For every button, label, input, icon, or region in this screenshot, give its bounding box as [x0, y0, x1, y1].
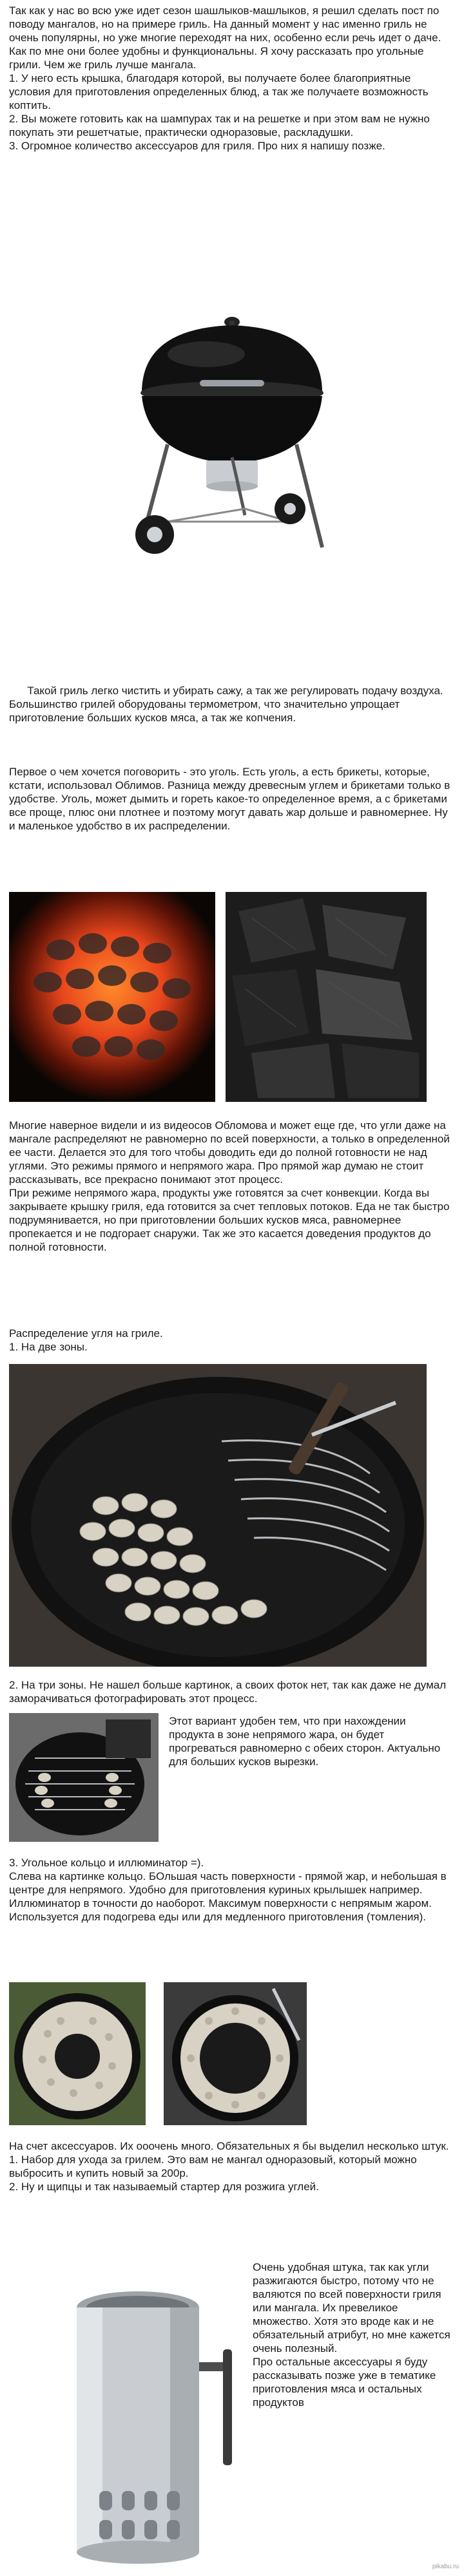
heat-modes-paragraph: Многие наверное видели и из видеосов Обломова и может еще где, что угли даже на мангале распределяют не равномерно по всей поверхности, а только в определенной ее части. Делается это для того чтобы доводить еди до полной готовности не над углями. Это режимы прямого и непрямого жара. Про прямой жар думаю не стоит рассказывать, все прекрасно понимают этот процесс. При режиме непрямого жара, продукты уже готовятся за счет конвекции. Когда вы закрываете крышку гриля, еда готовится за счет тепловых потоков. Еда не так быстро подрумянивается, но при приготовлении больших кусков мяса, равномернее пропекается и не подгорает снаружи. Так же это касается доведения продуктов до полной готовности.: [9, 1119, 450, 1253]
three-zones-paragraph: 2. На три зоны. Не нашел больше картинок, а своих фоток нет, так как даже не думал заморачиваться фотографировать этот процесс.: [9, 1679, 449, 1705]
cleaning-paragraph: Такой гриль легко чистить и убирать сажу, а так же регулировать подачу воздуха. Большинство грилей оборудованы термометром, что значительно упрощает приготовление больших кусков мяса, а так же копчения.: [9, 685, 447, 724]
coal-paragraph: Первое о чем хочется поговорить - это уголь. Есть уголь, а есть брикеты, которые, кстати, использовал Облимов. Разница между древесным углем и брикетами только в удобстве. Уголь, может дымить и гореть какое-то определенное время, а с брикетами все проще, плюс они плотнее и поэтому могут давать жар дольше и равномернее. Ну и маленькое удобство в их распределении.: [9, 766, 454, 832]
charcoal-illuminator-photo: [164, 1982, 307, 2125]
kettle-grill-photo: [97, 264, 367, 560]
distribution-heading: Распределение угля на гриле. 1. На две зоны.: [9, 1327, 163, 1353]
lump-charcoal-photo: [226, 892, 427, 1102]
charcoal-ring-photo: [9, 1982, 146, 2125]
watermark-label: pikabu.ru: [432, 2563, 459, 2570]
two-zone-grill-photo: [9, 1364, 427, 1667]
three-zone-grill-photo: [9, 1713, 159, 1842]
accessories-paragraph: На счет аксессуаров. Их ооочень много. Обязательных я бы выделил несколько штук. 1. Набор для ухода за грилем. Это вам не мангал одноразовый, который можно выбросить и купить новый за 200р. 2. Ну и щипцы и так называемый стартер для розжига углей.: [9, 2140, 449, 2193]
glowing-briquettes-photo: [9, 892, 215, 1102]
three-zones-side-text: Этот вариант удобен тем, что при нахождении продукта в зоне непрямого жара, он будет прогреваться равномерно с обеих сторон. Актуально для больших кусков вырезки.: [169, 1715, 443, 1768]
chimney-starter-photo: [41, 2259, 235, 2568]
ring-illuminator-paragraph: 3. Угольное кольцо и иллюминатор =). Слева на картинке кольцо. БОльшая часть поверхности - прямой жар, и небольшая в центре для непрямого. Удобно для приготовления куриных крылышек например. Иллюминатор в точности до наоборот. Максимум поверхности с непрямым жаром. Используется для подогрева еды или для медленного приготовления (томления).: [9, 1857, 447, 1923]
intro-text: Так как у нас во всю уже идет сезон шашлыков-машлыков, я решил сделать пост по поводу мангалов, но на примере гриль. На данный момент у нас именно гриль не очень популярны, но уже многие переходят на них, особенно если речь идет о даче. Как по мне они более удобны и функциональны. Я хочу рассказать про угольные грили. Чем же гриль лучше мангала. 1. У него есть крышка, благодаря которой, вы получаете более благоприятные условия для приготовления определенных блюд, а так же получаете возможность коптить. 2. Вы можете готовить как на шампурах так и на решетке и при этом вам не нужно покупать эти решетчатые, практически одноразовые, раскладушки. 3. Огромное количество аксессуаров для гриля. Про них я напишу позже.: [9, 5, 441, 152]
starter-side-text: Очень удобная штука, так как угли разжигаются быстро, потому что не валяются по всей поверхности гриля или мангала. Их превеликое множество. Хотя это вроде как и не обязательный атрибут, но мне кажется очень полезный. Про остальные аксессуары я буду рассказывать позже уже в тематике приготовления мяса и остальных продуктов: [253, 2261, 450, 2409]
